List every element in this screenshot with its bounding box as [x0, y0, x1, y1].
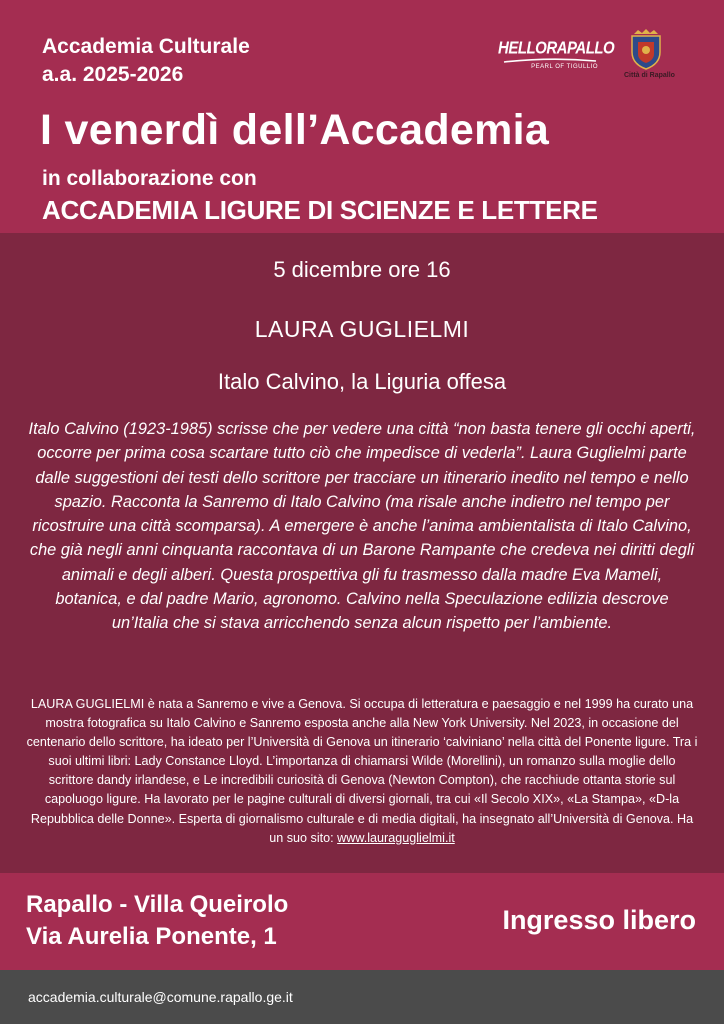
website-link[interactable]: www.lauraguglielmi.it — [337, 830, 455, 845]
hellorapallo-tagline: PEARL OF TIGULLIO — [531, 64, 598, 70]
contact-band — [0, 970, 724, 1024]
event-date: 5 dicembre ore 16 — [273, 257, 451, 282]
contact-email[interactable]: accademia.culturale@comune.rapallo.ge.it — [28, 989, 293, 1005]
city-crest-logo — [624, 28, 675, 81]
partner-name: ACCADEMIA LIGURE DI SCIENZE E LETTERE — [42, 195, 598, 225]
organizer-name: Accademia Culturale — [42, 35, 250, 58]
venue-line-1: Rapallo - Villa Queirolo — [26, 891, 289, 918]
crest-icon — [626, 28, 666, 70]
venue-address — [26, 889, 288, 953]
venue-band — [0, 873, 724, 970]
event-series-title: I venerdì dell’Accademia — [40, 106, 550, 154]
speaker-bio — [26, 695, 698, 848]
academic-year: a.a. 2025-2026 — [42, 63, 184, 86]
free-entry-label: Ingresso libero — [502, 905, 696, 935]
talk-abstract: Italo Calvino (1923-1985) scrisse che per vedere una città “non basta tenere gli occhi aperti, occorre per prima cosa scartare tutto ciò che impedisce di vederla”. Laura Guglielmi parte dalle suggestioni dei testi dello scrittore per tracciare un itinerario inedito nel tempo e nello spazio. Racconta la Sanremo di Italo Calvino (ma risale anche indietro nel tempo per ricostruire una città scomparsa). A emergere è anche l’anima ambientalista di Italo Calvino, che già negli anni cinquanta raccontava di un Barone Rampante che credeva nei diritti degli animali e degli alberi. Questa prospettiva gli fu trasmesso dalla madre Eva Mameli, botanica, e dal padre Mario, agronomo. Calvino nella Speculazione edilizia descrove un’Italia che si stava arricchendo senza alcun rispetto per l’ambiente. — [28, 420, 696, 633]
venue-line-2: Via Aurelia Ponente, 1 — [26, 923, 277, 950]
city-name: Città di Rapallo — [624, 72, 675, 79]
speaker-bio-text: LAURA GUGLIELMI è nata a Sanremo e vive a Genova. Si occupa di letteratura e paesaggio e nel 1999 ha curato una mostra fotografica su Italo Calvino e Sanremo esposta anche alla New York University. Nel 2023, in occasione del centenario dello scrittore, ha ideato per l’Università di Genova un itinerario ‘calviniano’ nella città del Ponente ligure. Tra i suoi ultimi libri: Lady Constance Lloyd. L’importanza di chiamarsi Wilde (Morellini), un romanzo sulla moglie dello scrittore dandy irlandese, e Le incredibili curiosità di Genova (Newton Compton), che racchiude ottanta storie sul capoluogo ligure. Ha lavorato per le pagine culturali di diversi giornali, tra cui «Il Secolo XIX», «La Stampa», «D-la Repubblica delle Donne». Esperta di giornalismo culturale e di media digitali, ha insegnato all’Università di Genova. Ha un suo sito: — [26, 697, 698, 845]
speaker-name: LAURA GUGLIELMI — [254, 316, 470, 342]
collaboration-label: in collaborazione con — [42, 167, 257, 190]
header-band — [0, 0, 724, 233]
hellorapallo-wordmark: HELLORAPALLO — [498, 38, 615, 59]
hellorapallo-logo — [498, 38, 615, 71]
talk-title: Italo Calvino, la Liguria offesa — [217, 369, 507, 394]
